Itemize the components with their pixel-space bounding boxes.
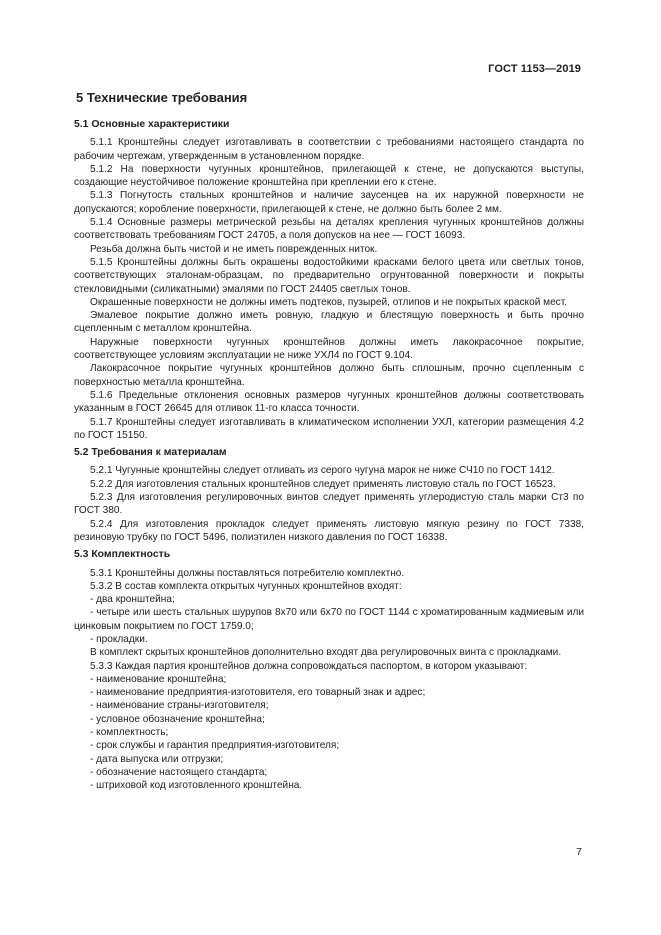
paragraph: 5.1.4 Основные размеры метрической резьбы на деталях крепления чугунных кронштейнов должны соответствовать требованиям ГОСТ 24705, а поля допусков на нее — ГОСТ 16093. [74, 217, 584, 242]
list-item: - срок службы и гарантия предприятия-изготовителя; [90, 740, 340, 752]
subsection-completeness [74, 548, 584, 792]
subsection-title: 5.3 Комплектность [74, 549, 171, 561]
list-item: - штриховой код изготовленного кронштейна. [90, 780, 303, 792]
document-body [74, 89, 584, 793]
list-item: - прокладки. [90, 633, 148, 645]
list-item: - условное обозначение кронштейна; [90, 713, 265, 725]
document-header: ГОСТ 1153—2019 [488, 63, 581, 75]
paragraph: 5.3.2 В состав комплекта открытых чугунных кронштейнов входят: [90, 580, 402, 592]
list-item: - обозначение настоящего стандарта; [90, 766, 268, 778]
list-item: - наименование кронштейна; [90, 673, 227, 685]
list-item: - наименование предприятия-изготовителя, его товарный знак и адрес; [90, 687, 426, 699]
list-item: - два кронштейна; [90, 594, 175, 606]
list-item: - дата выпуска или отгрузки; [90, 753, 224, 765]
section-title: 5 Технические требования [76, 90, 248, 105]
paragraph: Эмалевое покрытие должно иметь ровную, гладкую и блестящую поверхность и быть прочно сцепленным с металлом кронштейна. [74, 310, 584, 335]
list-item: - четыре или шесть стальных шурупов 8х70 или 6х70 по ГОСТ 1144 с хроматированным кадмиевым или цинковым покрытием по ГОСТ 1759.0; [74, 607, 584, 632]
subsection-materials [74, 446, 584, 544]
paragraph: 5.1.1 Кронштейны следует изготавливать в соответствии с требованиями настоящего стандарта по рабочим чертежам, утвержденным в установленном порядке. [74, 137, 584, 162]
paragraph: В комплект скрытых кронштейнов дополнительно входят два регулировочных винта с прокладками. [90, 647, 562, 659]
subsection-title: 5.2 Требования к материалам [74, 447, 227, 459]
paragraph: 5.1.5 Кронштейны должны быть окрашены водостойкими красками белого цвета или светлых тонов, соответствующих эталонам-образцам, по предварительно огрунтованной поверхности и покрыты стекловидными (силикатными) эмалями по ГОСТ 24405 светлых тонов. [74, 256, 584, 295]
paragraph: 5.3.3 Каждая партия кронштейнов должна сопровождаться паспортом, в котором указывают: [90, 660, 528, 672]
paragraph: 5.1.7 Кронштейны следует изготавливать в климатическом исполнении УХЛ, категории размещения 4.2 по ГОСТ 15150. [74, 416, 584, 441]
paragraph: 5.2.1 Чугунные кронштейны следует отливать из серого чугуна марок не ниже СЧ10 по ГОСТ 1412. [90, 465, 555, 477]
paragraph: 5.2.4 Для изготовления прокладок следует применять листовую мягкую резину по ГОСТ 7338, резиновую трубку по ГОСТ 5496, полиэтилен низкого давления по ГОСТ 16338. [74, 518, 584, 543]
page-number: 7 [576, 846, 582, 858]
subsection-title: 5.1 Основные характеристики [74, 119, 230, 130]
paragraph: Окрашенные поверхности не должны иметь подтеков, пузырей, отлипов и не покрытых краской мест. [90, 296, 568, 308]
paragraph: 5.3.1 Кронштейны должны поставляться потребителю комплектно. [90, 567, 405, 579]
paragraph: 5.1.2 На поверхности чугунных кронштейнов, прилегающей к стене, не допускаются выступы, создающие неустойчивое положение кронштейна при креплении его к стене. [74, 163, 584, 189]
paragraph: 5.2.2 Для изготовления стальных кронштейнов следует применять листовую сталь по ГОСТ 16523. [90, 478, 556, 490]
list-item: - наименование страны-изготовителя; [90, 700, 269, 712]
paragraph: 5.1.6 Предельные отклонения основных размеров чугунных кронштейнов должны соответствовать указанным в ГОСТ 26645 для отливок 11-го класса точности. [74, 389, 584, 415]
subsection-main-characteristics [74, 118, 584, 442]
paragraph: 5.1.3 Погнутость стальных кронштейнов и наличие заусенцев на их наружной поверхности не допускаются; коробление поверхности, прилегающей к стене, не должно быть более 2 мм. [74, 190, 584, 215]
paragraph: Наружные поверхности чугунных кронштейнов должны иметь лакокрасочное покрытие, соответствующее условиям эксплуатации не ниже УХЛ4 по ГОСТ 9.104. [74, 336, 584, 362]
paragraph: Лакокрасочное покрытие чугунных кронштейнов должно быть сплошным, прочно сцепленным с поверхностью металла кронштейна. [74, 363, 584, 388]
list-item: - комплектность; [90, 727, 169, 739]
paragraph: 5.2.3 Для изготовления регулировочных винтов следует применять углеродистую сталь марки Ст3 по ГОСТ 380. [74, 492, 584, 517]
paragraph: Резьба должна быть чистой и не иметь поврежденных ниток. [90, 243, 378, 255]
